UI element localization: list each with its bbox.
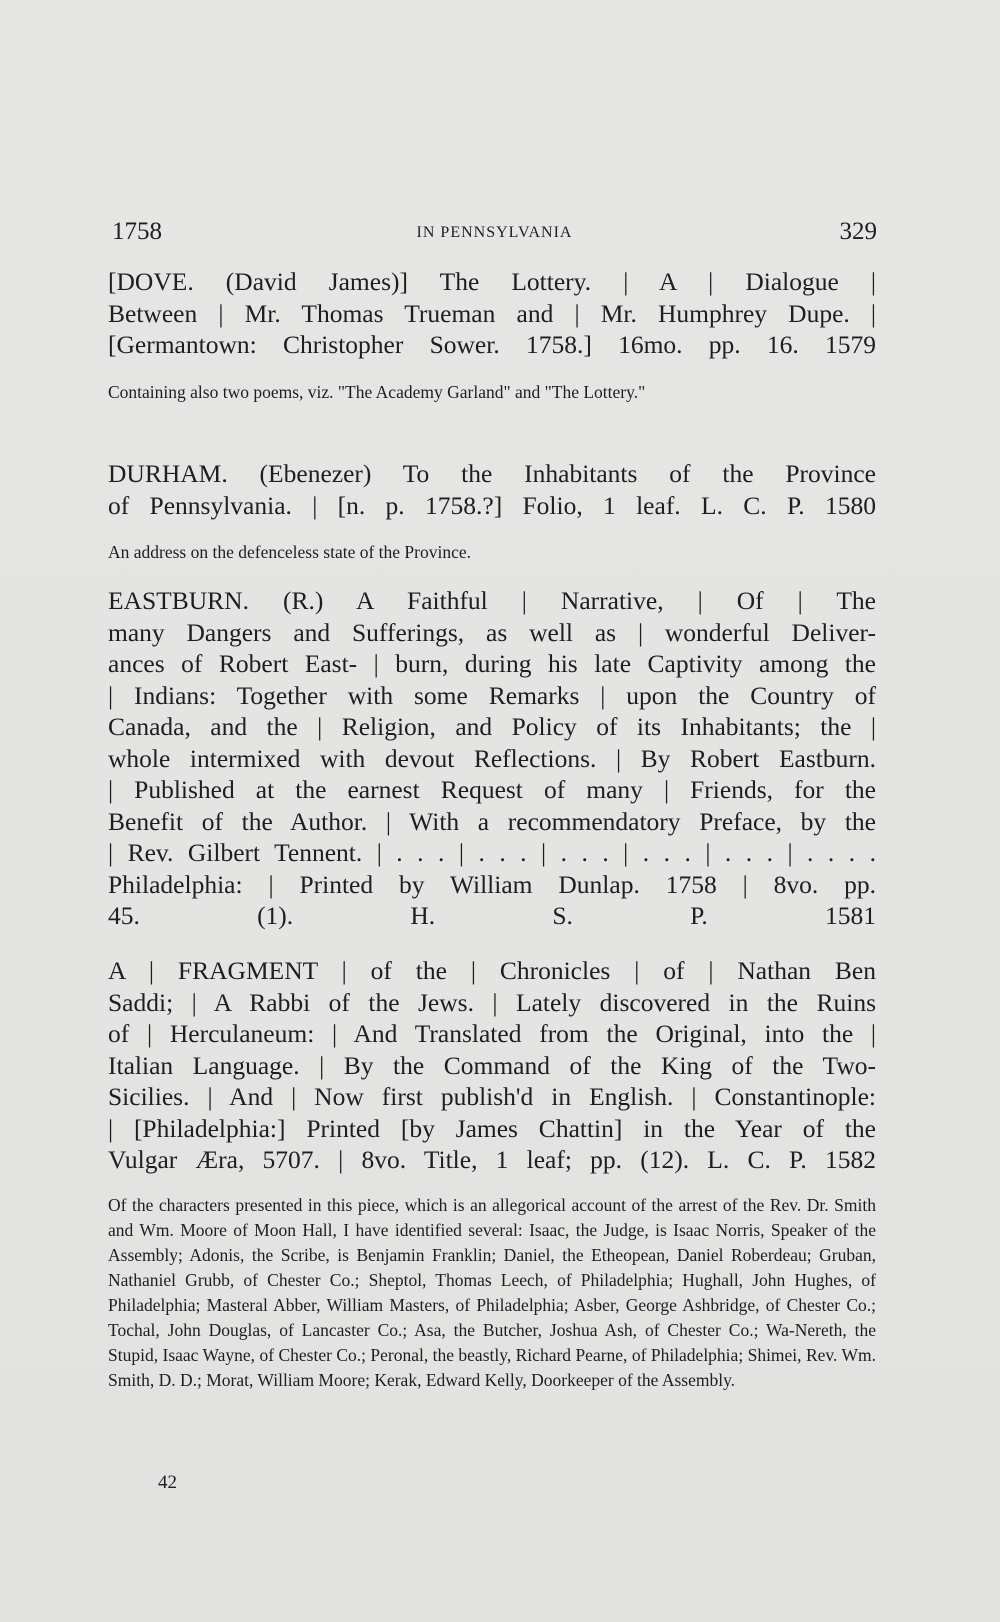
entry-1581 — [108, 585, 876, 932]
entry-note-1579: Containing also two poems, viz. "The Academy Garland" and "The Lottery." — [108, 382, 646, 402]
entry-line: Between | Mr. Thomas Trueman and | Mr. Humphrey Dupe. | — [108, 298, 876, 328]
entry-line: | Indians: Together with some Remarks | upon the Country of — [108, 680, 876, 710]
header-title: IN PENNSYLVANIA — [416, 224, 573, 241]
entry-1580 — [108, 458, 876, 521]
entry-line: ances of Robert East- | burn, during his late Captivity among the — [108, 649, 876, 678]
entry-line: [DOVE. (David James)] The Lottery. | A | Dialogue | — [108, 267, 876, 296]
page-number: 329 — [839, 218, 877, 245]
entry-line: Italian Language. | By the Command of the King of the Two- — [108, 1050, 876, 1080]
entry-line: A | FRAGMENT | of the | Chronicles | of | Nathan Ben — [108, 956, 876, 985]
entry-note-1582: Of the characters presented in this piece, which is an allegorical account of the arrest of the Rev. Dr. Smith and Wm. Moore of Moon Hall, I have identified several: Isaac, the Judge, is Isaac Norris, Speaker of the Assembly; Adonis, the Scribe, is Benjamin Franklin; Daniel, the Etheopean, Daniel Roberdeau; Gruban, Nathaniel Grubb, of Chester Co.; Sheptol, Thomas Leech, of Philadelphia; Hughall, John Hughes, of Philadelphia; Masteral Abber, William Masters, of Philadelphia; Asber, George Ashbridge, of Chester Co.; Tochal, John Douglas, of Lancaster Co.; Asa, the Butcher, Joshua Ash, of Chester Co.; Wa-Nereth, the Stupid, Isaac Wayne, of Chester Co.; Peronal, the beastly, Richard Pearne, of Philadelphia; Shimei, Rev. Wm. Smith, D. D.; Morat, William Moore; Kerak, Edward Kelly, Doorkeeper of the Assembly. — [108, 1195, 876, 1390]
entry-line: | Rev. Gilbert Tennent. | . . . | . . . | . . . | . . . | . . . | . . . . — [108, 838, 876, 867]
entry-line: of | Herculaneum: | And Translated from the Original, into the | — [108, 1019, 876, 1048]
entry-line: [Germantown: Christopher Sower. 1758.] 16mo. pp. 16. 1579 — [108, 330, 876, 359]
header-year: 1758 — [112, 218, 162, 245]
entry-line: Philadelphia: | Printed by William Dunlap. 1758 | 8vo. pp. — [108, 869, 876, 899]
running-header — [112, 218, 877, 258]
entry-line: Benefit of the Author. | With a recommendatory Preface, by the — [108, 806, 876, 836]
entry-line: DURHAM. (Ebenezer) To the Inhabitants of the Province — [108, 459, 876, 488]
entry-line: Vulgar Æra, 5707. | 8vo. Title, 1 leaf; pp. (12). L. C. P. 1582 — [108, 1145, 876, 1174]
entry-1579 — [108, 266, 876, 361]
entry-line: Canada, and the | Religion, and Policy of its Inhabitants; the | — [108, 712, 876, 741]
entry-line: many Dangers and Sufferings, as well as | wonderful Deliver- — [108, 617, 876, 647]
entry-note-1580: An address on the defenceless state of the Province. — [108, 542, 472, 562]
entry-line: EASTBURN. (R.) A Faithful | Narrative, | Of | The — [108, 586, 876, 615]
entry-1582 — [108, 955, 876, 1176]
signature-mark: 42 — [158, 1472, 177, 1493]
entry-line: | [Philadelphia:] Printed [by James Chattin] in the Year of the — [108, 1113, 876, 1143]
entry-line: Sicilies. | And | Now first publish'd in English. | Constantinople: — [108, 1082, 876, 1111]
entry-line: Saddi; | A Rabbi of the Jews. | Lately discovered in the Ruins — [108, 987, 876, 1017]
entry-line: whole intermixed with devout Reflections. | By Robert Eastburn. — [108, 743, 876, 773]
entry-line: of Pennsylvania. | [n. p. 1758.?] Folio, 1 leaf. L. C. P. 1580 — [108, 490, 876, 520]
entry-line: 45. (1). H. S. P. 1581 — [108, 901, 876, 930]
entry-line: | Published at the earnest Request of many | Friends, for the — [108, 775, 876, 804]
